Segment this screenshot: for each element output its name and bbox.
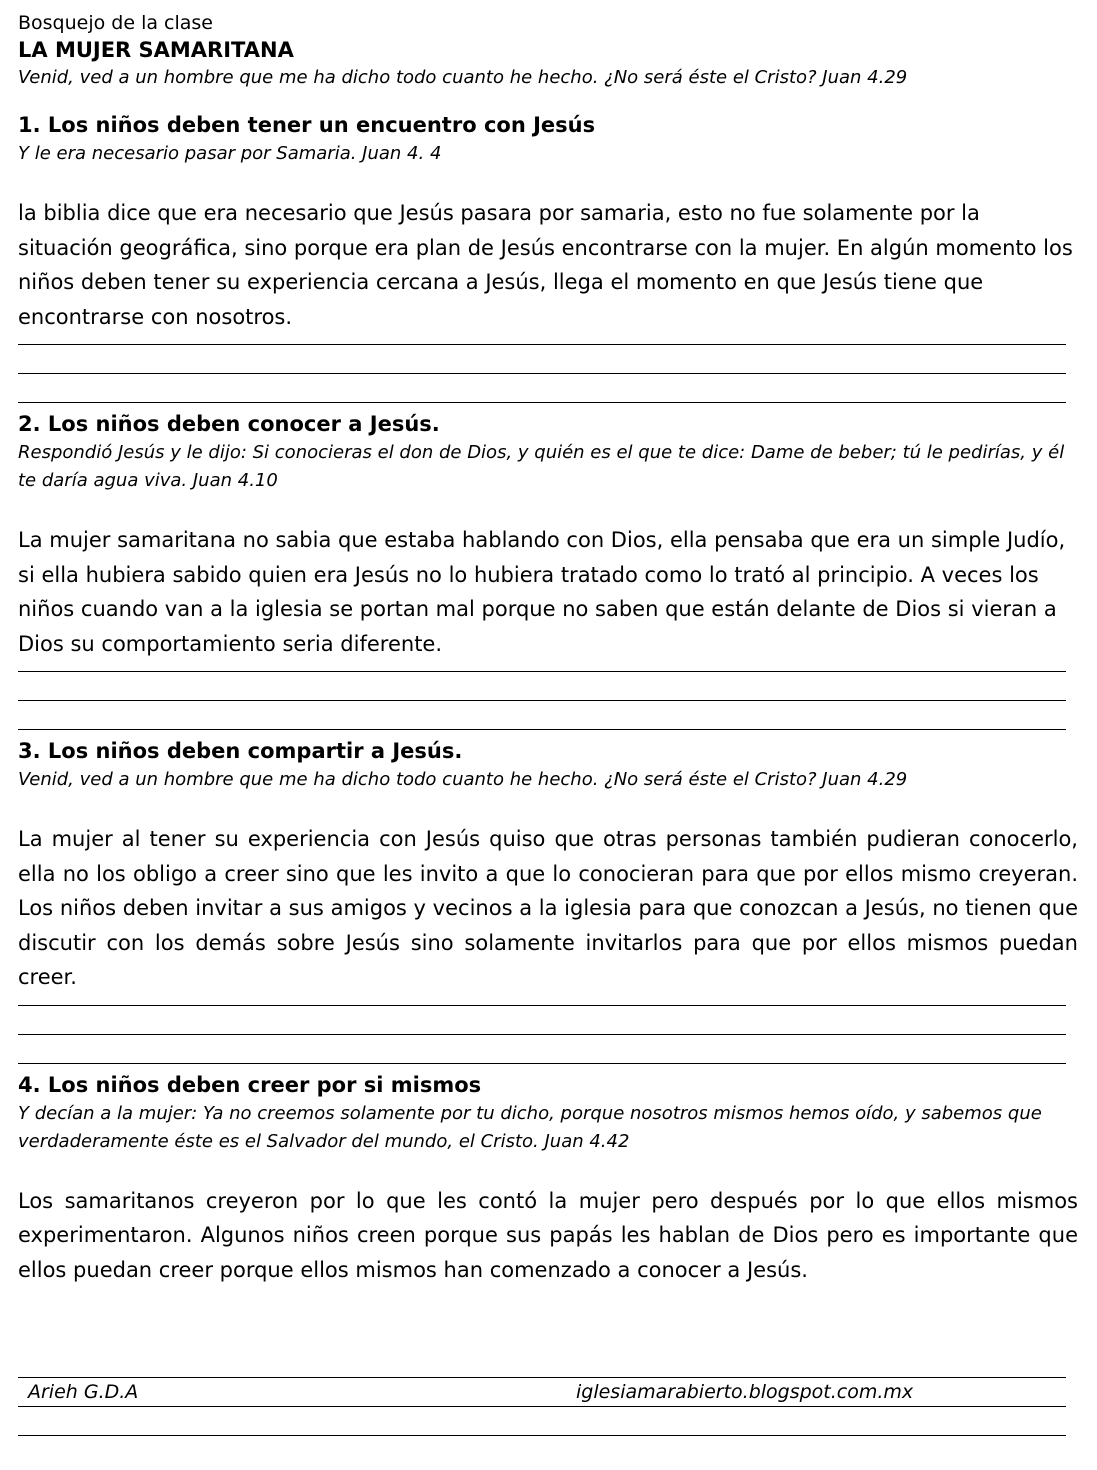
footer-author: Arieh G.D.A: [28, 1381, 139, 1403]
section-verse: Y decían a la mujer: Ya no creemos solamente por tu dicho, porque nosotros mismos hemos oído, y sabemos que verdaderamente éste es el Salvador del mundo, el Cristo. Juan 4.42: [18, 1102, 1042, 1152]
writing-line: [18, 729, 1066, 730]
writing-line: [18, 402, 1066, 403]
writing-line: [18, 373, 1066, 374]
section-verse: Venid, ved a un hombre que me ha dicho todo cuanto he hecho. ¿No será éste el Cristo? Juan 4.29: [18, 769, 908, 790]
writing-line: [18, 671, 1066, 672]
header-verse: Venid, ved a un hombre que me ha dicho todo cuanto he hecho. ¿No será éste el Cristo? Juan 4.29: [18, 67, 908, 88]
writing-line: [18, 1005, 1066, 1006]
section-heading: 2. Los niños deben conocer a Jesús.: [18, 412, 440, 436]
writing-line: [18, 1063, 1066, 1064]
section-body: La mujer samaritana no sabia que estaba hablando con Dios, ella pensaba que era un simple Judío, si ella hubiera sabido quien era Jesús no lo hubiera tratado como lo trató al principio. A veces los niños cuando van a la iglesia se portan mal porque no saben que están delante de Dios si vieran a Dios su comportamiento seria diferente.: [18, 528, 1066, 656]
writing-lines: [18, 1005, 1078, 1064]
writing-line: [18, 700, 1066, 701]
header-label: Bosquejo de la clase: [18, 12, 214, 34]
writing-lines: [18, 344, 1078, 403]
footer-website: iglesiamarabierto.blogspot.com.mx: [576, 1381, 914, 1403]
section-2: [18, 409, 1078, 730]
page-title: LA MUJER SAMARITANA: [18, 38, 294, 62]
section-4: [18, 1070, 1078, 1288]
writing-line: [18, 1034, 1066, 1035]
writing-line: [18, 1435, 1066, 1436]
worksheet-page: [18, 10, 1078, 1287]
section-body: la biblia dice que era necesario que Jesús pasara por samaria, esto no fue solamente por la situación geográfica, sino porque era plan de Jesús encontrarse con la mujer. En algún momento los niños deben tener su experiencia cercana a Jesús, llega el momento en que Jesús tiene que encontrarse con nosotros.: [18, 201, 1073, 329]
section-heading: 3. Los niños deben compartir a Jesús.: [18, 739, 463, 763]
writing-line: [18, 344, 1066, 345]
section-verse: Respondió Jesús y le dijo: Si conocieras el don de Dios, y quién es el que te dice: Dame de beber; tú le pedirías, y él te daría agua viva. Juan 4.10: [18, 442, 1065, 491]
writing-lines: [18, 671, 1078, 730]
section-heading: 4. Los niños deben creer por si mismos: [18, 1072, 482, 1097]
section-verse: Y le era necesario pasar por Samaria. Juan 4. 4: [18, 143, 442, 164]
footer: [18, 1377, 1066, 1436]
section-1: [18, 110, 1078, 403]
footer-row: [18, 1378, 1066, 1406]
section-body: Los samaritanos creyeron por lo que les contó la mujer pero después por lo que ellos mismos experimentaron. Algunos niños creen porque sus papás les hablan de Dios pero es importante que ellos puedan creer porque ellos mismos han comenzado a conocer a Jesús.: [18, 1188, 1078, 1282]
section-3: [18, 736, 1078, 1064]
section-body: La mujer al tener su experiencia con Jesús quiso que otras personas también pudieran conocerlo, ella no los obligo a creer sino que les invito a que lo conocieran para que por ellos mismo creyeran. Los niños deben invitar a sus amigos y vecinos a la iglesia para que conozcan a Jesús, no tienen que discutir con los demás sobre Jesús sino solamente invitarlos para que por ellos mismos puedan creer.: [18, 827, 1078, 989]
section-heading: 1. Los niños deben tener un encuentro con Jesús: [18, 113, 596, 137]
